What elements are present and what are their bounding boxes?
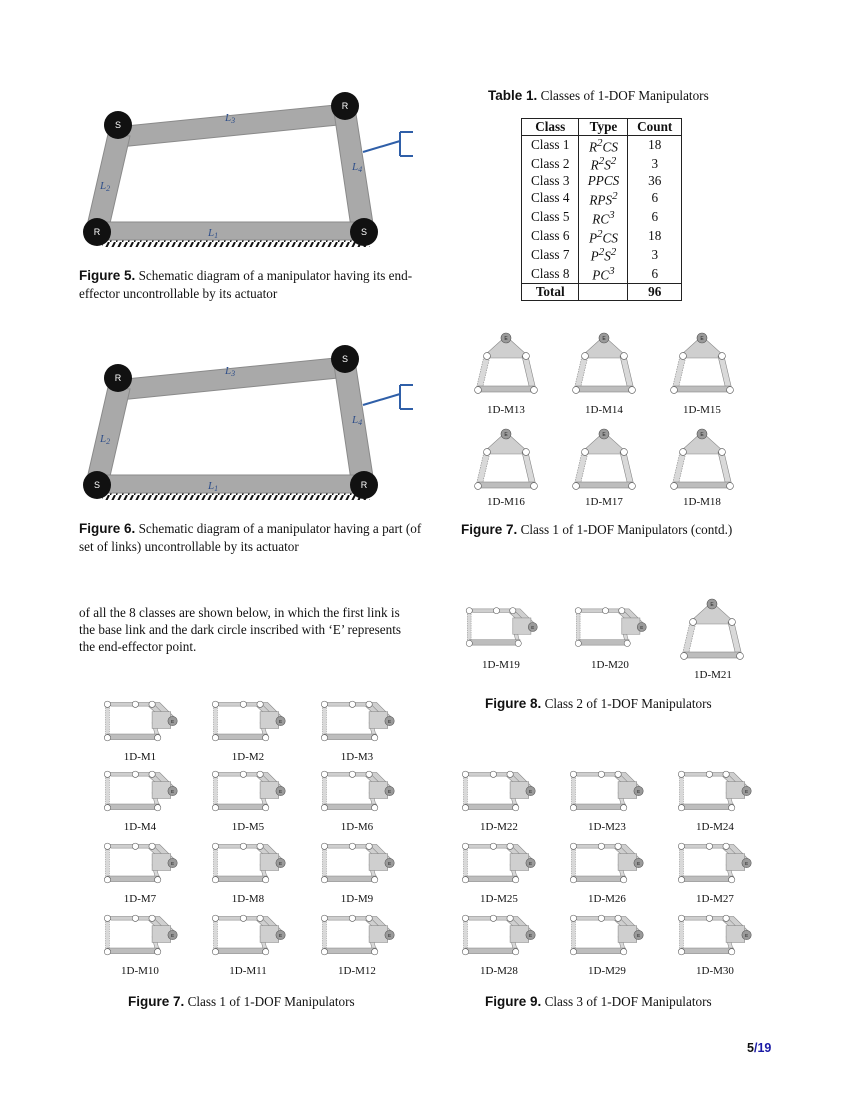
- svg-text:E: E: [602, 432, 606, 438]
- manipulator-label: 1D-M24: [696, 821, 734, 833]
- figure6-schematic: [80, 345, 420, 511]
- fig9-caption: [485, 994, 712, 1010]
- figure6-caption: [79, 520, 424, 556]
- manipulator-diagram: [100, 912, 180, 958]
- fig5-link-l3: L3: [225, 112, 236, 125]
- manipulator-label: 1D-M8: [231, 893, 265, 905]
- table1-row: [522, 173, 682, 189]
- svg-text:E: E: [279, 788, 283, 794]
- table1-cell-class: Class 2: [522, 154, 579, 173]
- svg-text:E: E: [388, 932, 392, 938]
- manipulator-diagram: [571, 604, 649, 650]
- table1-cell-count: 6: [628, 208, 682, 227]
- fig7-caption: [128, 994, 355, 1010]
- manipulator-diagram: [674, 840, 754, 886]
- svg-text:E: E: [279, 860, 283, 866]
- fig5-link-l4: L4: [352, 161, 363, 174]
- manipulator-label: 1D-M18: [683, 496, 721, 508]
- manipulator-label: 1D-M28: [480, 965, 518, 977]
- manipulator-label: 1D-M26: [588, 893, 626, 905]
- fig6-joint-top-right: S: [341, 354, 349, 364]
- manipulator-label: 1D-M23: [588, 821, 626, 833]
- table1-cell-class: Class 4: [522, 189, 579, 208]
- fig6-joint-bottom-right: R: [360, 480, 368, 490]
- manipulator-label: 1D-M14: [585, 404, 623, 416]
- manipulator-diagram: [668, 424, 736, 494]
- fig7-contd-caption-text: Class 1 of 1-DOF Manipulators (contd.): [520, 522, 733, 537]
- manipulator-label: 1D-M27: [696, 893, 734, 905]
- table1-cell-type: $PC^3$: [579, 264, 628, 283]
- manipulator-label: 1D-M21: [694, 669, 732, 681]
- svg-text:E: E: [171, 932, 175, 938]
- figure5-caption-text: Schematic diagram of a manipulator having its end-effector uncontrollable by its actuator: [79, 268, 413, 301]
- manipulator-diagram: [208, 768, 288, 814]
- fig8-caption: [485, 696, 712, 712]
- fig7-contd-label: Figure 7.: [461, 522, 518, 537]
- table1-cell-count: 18: [628, 227, 682, 246]
- svg-text:E: E: [529, 860, 533, 866]
- table1-cell-count: 36: [628, 173, 682, 189]
- manipulator-diagram: [100, 840, 180, 886]
- manipulator-diagram: [208, 912, 288, 958]
- table1-total-label: Total: [522, 284, 579, 301]
- manipulator-diagram: [317, 840, 397, 886]
- table1-cell-type: $R^2S^2$: [579, 154, 628, 173]
- figure6-label: Figure 6.: [79, 521, 136, 536]
- table1-row: [522, 245, 682, 264]
- manipulator-label: 1D-M22: [480, 821, 518, 833]
- manipulator-diagram: [458, 768, 538, 814]
- fig7-caption-text: Class 1 of 1-DOF Manipulators: [187, 994, 355, 1009]
- svg-text:E: E: [504, 336, 508, 342]
- table1-total-empty: [579, 284, 628, 301]
- manipulator-label: 1D-M1: [123, 751, 157, 763]
- svg-text:E: E: [388, 860, 392, 866]
- figure5-caption: [79, 267, 424, 303]
- svg-text:E: E: [602, 336, 606, 342]
- manipulator-label: 1D-M20: [591, 659, 629, 671]
- fig6-joint-bottom-left: S: [93, 480, 101, 490]
- manipulator-label: 1D-M5: [231, 821, 265, 833]
- table1-cell-class: Class 1: [522, 135, 579, 154]
- svg-text:E: E: [745, 860, 749, 866]
- manipulator-diagram: [566, 840, 646, 886]
- manipulator-diagram: [317, 768, 397, 814]
- table1-row: [522, 135, 682, 154]
- svg-text:E: E: [171, 860, 175, 866]
- manipulator-diagram: [566, 768, 646, 814]
- svg-text:E: E: [388, 788, 392, 794]
- manipulator-diagram: [317, 698, 397, 744]
- figure6-caption-text: Schematic diagram of a manipulator having a part (of set of links) uncontrollable by its actuator: [79, 521, 422, 554]
- table1-header: Type: [579, 119, 628, 136]
- fig5-link-l1: L1: [208, 227, 219, 240]
- table1-cell-count: 6: [628, 264, 682, 283]
- manipulator-diagram: [472, 424, 540, 494]
- svg-text:E: E: [710, 602, 714, 608]
- manipulator-diagram: [100, 768, 180, 814]
- fig9-label: Figure 9.: [485, 994, 542, 1009]
- manipulator-label: 1D-M16: [487, 496, 525, 508]
- table1-cell-class: Class 5: [522, 208, 579, 227]
- manipulator-diagram: [458, 912, 538, 958]
- table1-cell-class: Class 6: [522, 227, 579, 246]
- page-separator: /: [753, 1041, 758, 1055]
- table1-cell-type: RPS$^2$: [579, 189, 628, 208]
- table1-row: [522, 264, 682, 283]
- fig5-joint-top-left: S: [114, 120, 122, 130]
- manipulator-diagram: [570, 424, 638, 494]
- svg-text:E: E: [745, 932, 749, 938]
- figure5-schematic: [80, 92, 420, 258]
- manipulator-diagram: [208, 698, 288, 744]
- svg-text:E: E: [640, 624, 644, 630]
- svg-text:E: E: [171, 788, 175, 794]
- svg-text:E: E: [700, 432, 704, 438]
- svg-text:E: E: [388, 718, 392, 724]
- manipulator-diagram: [674, 912, 754, 958]
- svg-text:E: E: [171, 718, 175, 724]
- manipulator-label: 1D-M6: [340, 821, 374, 833]
- manipulator-label: 1D-M4: [123, 821, 157, 833]
- table1-total-count: 96: [628, 284, 682, 301]
- svg-text:E: E: [504, 432, 508, 438]
- svg-text:E: E: [529, 788, 533, 794]
- table1-cell-type: $R^2CS$: [579, 135, 628, 154]
- manipulator-label: 1D-M2: [231, 751, 265, 763]
- table1-cell-type: $RC^3$: [579, 208, 628, 227]
- table1-row: [522, 208, 682, 227]
- fig7-label: Figure 7.: [128, 994, 185, 1009]
- svg-text:E: E: [279, 718, 283, 724]
- table1-row: [522, 227, 682, 246]
- manipulator-label: 1D-M30: [696, 965, 734, 977]
- table1-cell-type: $P^2CS$: [579, 227, 628, 246]
- body-paragraph: of all the 8 classes are shown below, in which the first link is the base link and the dark circle inscribed with ‘E’ represents the end-effector point.: [79, 605, 401, 654]
- table1-header: Count: [628, 119, 682, 136]
- table1-cell-count: 18: [628, 135, 682, 154]
- manipulator-diagram: [208, 840, 288, 886]
- manipulator-label: 1D-M12: [338, 965, 376, 977]
- manipulator-label: 1D-M9: [340, 893, 374, 905]
- manipulator-diagram: [566, 912, 646, 958]
- manipulator-label: 1D-M13: [487, 404, 525, 416]
- manipulator-diagram: [678, 596, 746, 662]
- svg-text:E: E: [637, 788, 641, 794]
- table1-row: [522, 189, 682, 208]
- manipulator-label: 1D-M11: [229, 965, 267, 977]
- manipulator-label: 1D-M3: [340, 751, 374, 763]
- fig5-joint-top-right: R: [341, 101, 349, 111]
- manipulator-diagram: [570, 328, 638, 398]
- svg-text:E: E: [637, 860, 641, 866]
- svg-text:E: E: [529, 932, 533, 938]
- fig5-joint-bottom-right: S: [360, 227, 368, 237]
- page-total: 19: [757, 1041, 772, 1055]
- table1-cell-class: Class 3: [522, 173, 579, 189]
- fig8-label: Figure 8.: [485, 696, 542, 711]
- table1-body: [522, 135, 682, 300]
- manipulator-diagram: [668, 328, 736, 398]
- table1-cell-count: 3: [628, 154, 682, 173]
- manipulator-label: 1D-M15: [683, 404, 721, 416]
- figure5-label: Figure 5.: [79, 268, 136, 283]
- manipulator-label: 1D-M7: [123, 893, 157, 905]
- table1: [521, 118, 682, 301]
- manipulator-label: 1D-M29: [588, 965, 626, 977]
- svg-text:E: E: [279, 932, 283, 938]
- manipulator-label: 1D-M17: [585, 496, 623, 508]
- table1-cell-count: 3: [628, 245, 682, 264]
- fig8-caption-text: Class 2 of 1-DOF Manipulators: [544, 696, 712, 711]
- table1-cell-type: $P^2S^2$: [579, 245, 628, 264]
- manipulator-diagram: [317, 912, 397, 958]
- table1-total-row: [522, 284, 682, 301]
- table1-cell-class: Class 7: [522, 245, 579, 264]
- fig9-caption-text: Class 3 of 1-DOF Manipulators: [544, 994, 712, 1009]
- fig6-link-l3: L3: [225, 365, 236, 378]
- table1-title: [488, 88, 709, 104]
- svg-text:E: E: [637, 932, 641, 938]
- table1-row: [522, 154, 682, 173]
- table1-cell-type: PPCS: [579, 173, 628, 189]
- fig5-joint-bottom-left: R: [93, 227, 101, 237]
- fig5-link-l2: L2: [100, 180, 111, 193]
- page-current: 5: [747, 1041, 754, 1055]
- manipulator-diagram: [100, 698, 180, 744]
- table1-title-text: Classes of 1-DOF Manipulators: [540, 88, 709, 103]
- manipulator-diagram: [458, 840, 538, 886]
- svg-text:E: E: [745, 788, 749, 794]
- svg-text:E: E: [531, 624, 535, 630]
- manipulator-diagram: [472, 328, 540, 398]
- table1-cell-class: Class 8: [522, 264, 579, 283]
- fig6-link-l4: L4: [352, 414, 363, 427]
- manipulator-label: 1D-M19: [482, 659, 520, 671]
- fig7-contd-caption: [461, 522, 732, 538]
- manipulator-label: 1D-M10: [121, 965, 159, 977]
- fig6-link-l2: L2: [100, 433, 111, 446]
- svg-text:E: E: [700, 336, 704, 342]
- manipulator-diagram: [462, 604, 540, 650]
- fig6-joint-top-left: R: [114, 373, 122, 383]
- table1-cell-count: 6: [628, 189, 682, 208]
- manipulator-diagram: [674, 768, 754, 814]
- table1-label: Table 1.: [488, 88, 538, 103]
- table1-header: Class: [522, 119, 579, 136]
- page-number: [747, 1041, 771, 1055]
- fig6-link-l1: L1: [208, 480, 219, 493]
- manipulator-label: 1D-M25: [480, 893, 518, 905]
